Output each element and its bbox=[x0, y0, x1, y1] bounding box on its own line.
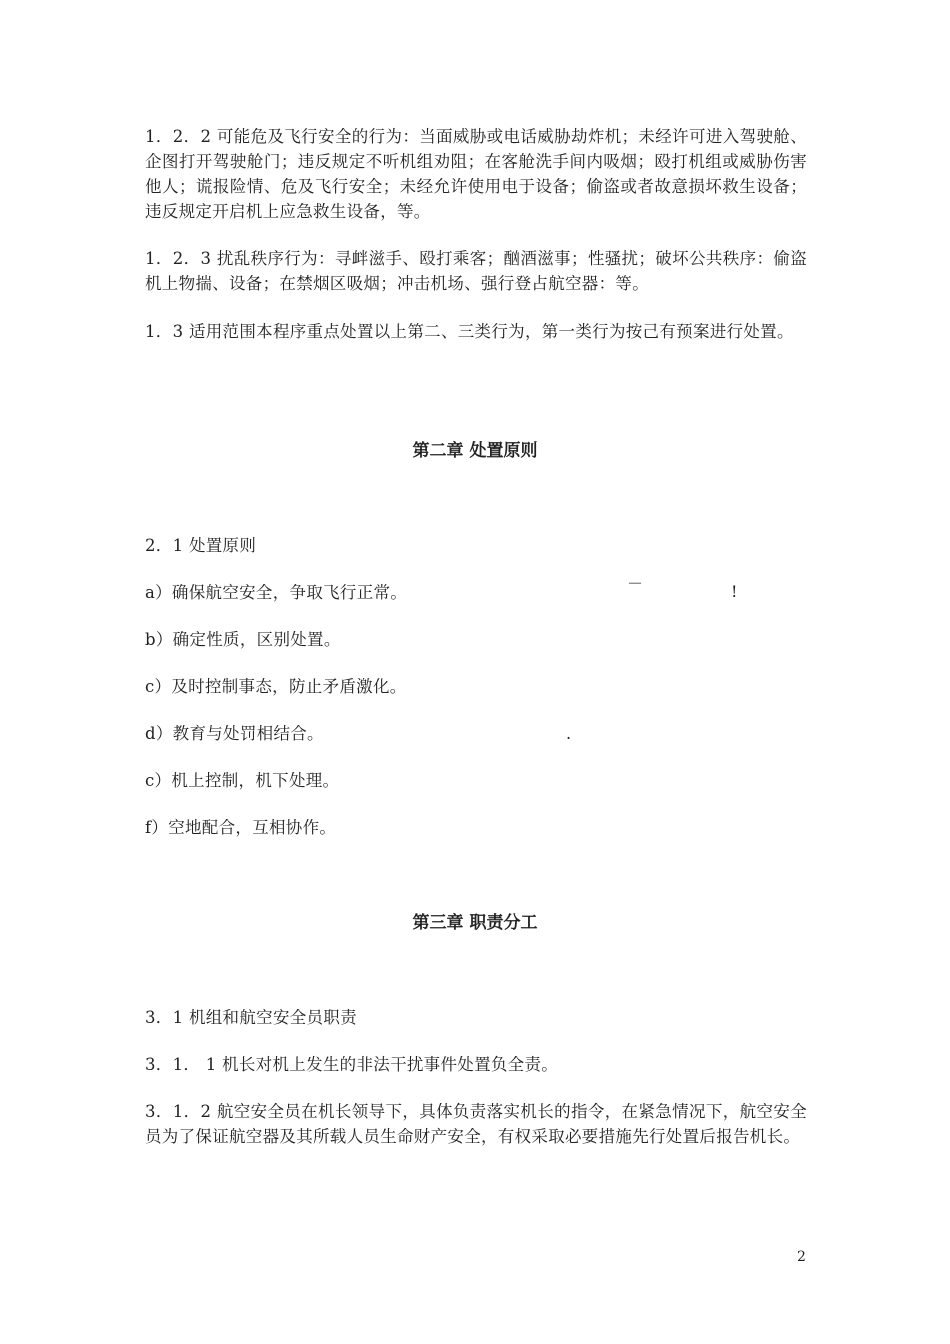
stray-dot-mark: . bbox=[566, 724, 572, 743]
chapter-3-title: 第三章 职责分工 bbox=[412, 913, 538, 933]
paragraph-1-3: 1．3 适用范围本程序重点处置以上第二、三类行为，第一类行为按己有预案进行处置。 bbox=[145, 322, 794, 341]
page-number: 2 bbox=[797, 1249, 806, 1265]
principle-item-f: f）空地配合，互相协作。 bbox=[145, 818, 337, 837]
principle-item-c: c）及时控制事态，防止矛盾激化。 bbox=[145, 677, 407, 696]
paragraph-1-2-2: 1．2．2 可能危及飞行安全的行为：当面威胁或电话威胁劫炸机；未经许可进入驾驶舱、企图打开驾驶舱门；违反规定不听机组劝阻；在客舱洗手间内吸烟；殴打机组或威胁伤害他人；谎报险情、危及飞行安全；未经允许使用电于设备；偷盗或者故意损坏救生设备；违反规定开启机上应急救生设备，等。 bbox=[145, 127, 807, 221]
paragraph-3-1-1: 3．1． 1 机长对机上发生的非法干扰事件处置负全责。 bbox=[145, 1055, 559, 1074]
section-2-1-heading: 2．1 处置原则 bbox=[145, 536, 257, 555]
principle-item-e: c）机上控制，机下处理。 bbox=[145, 771, 340, 790]
stray-exclaim-mark: ! bbox=[731, 582, 738, 601]
section-3-1-heading: 3．1 机组和航空安全员职责 bbox=[145, 1008, 357, 1027]
paragraph-1-2-3: 1．2．3 扰乱秩序行为：寻衅滋手、殴打乘客；酗酒滋事；性骚扰；破坏公共秩序：偷盗机上物揣、设备；在禁烟区吸烟；冲击机场、强行登占航空器：等。 bbox=[145, 249, 807, 293]
chapter-2-title: 第二章 处置原则 bbox=[412, 441, 538, 461]
stray-dash-mark: － bbox=[627, 574, 644, 593]
principle-item-a: a）确保航空安全，争取飞行正常。 bbox=[145, 583, 408, 602]
principle-item-d: d）教育与处罚相结合。 bbox=[145, 724, 324, 743]
paragraph-3-1-2: 3．1．2 航空安全员在机长领导下，具体负责落实机长的指令，在紧急情况下，航空安全员为了保证航空器及其所载人员生命财产安全，有权采取必要措施先行处置后报告机长。 bbox=[145, 1102, 807, 1146]
principle-item-b: b）确定性质，区别处置。 bbox=[145, 630, 341, 649]
